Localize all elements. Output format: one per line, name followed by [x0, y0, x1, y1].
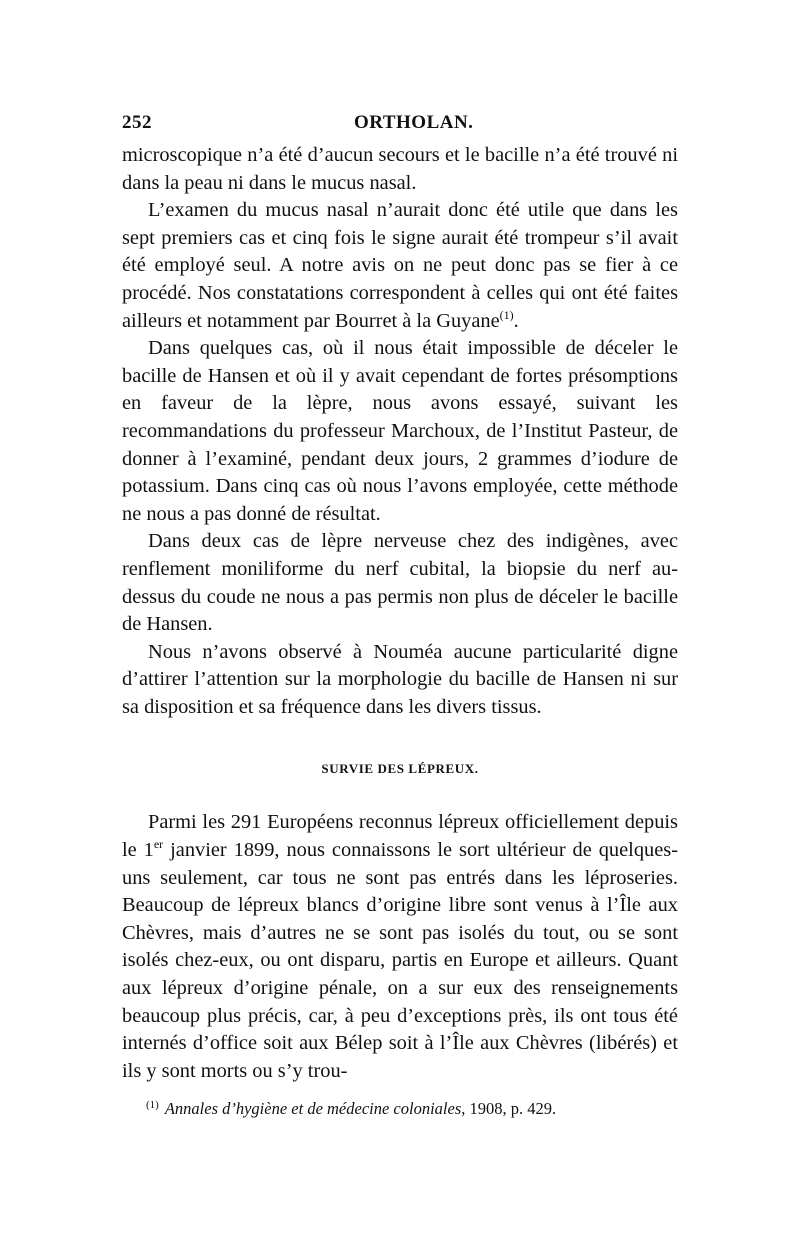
running-title: ORTHOLAN.	[354, 112, 474, 133]
section-heading: SURVIE DES LÉPREUX.	[321, 761, 479, 777]
footnote-title: Annales d’hygiène et de médecine coloniales	[164, 1099, 462, 1118]
footnote	[146, 1098, 666, 1120]
running-head	[122, 108, 678, 142]
paragraph-nasal-mucus	[122, 197, 678, 335]
paragraph-continuation	[122, 142, 678, 197]
paragraph-morphology	[122, 639, 678, 722]
paragraph-text: janvier 1899, nous connaissons le sort ultérieur de quelques-uns seulement, car tous ne sont pas entrés dans les léproseries. Beaucoup de lépreux blancs d’origine libre sont venus à l’Île aux Chèvres, mais d’autres ne se sont pas isolés du tout, ou se sont isolés chez-eux, ou ont disparu, partis en Europe et ailleurs. Quant aux lépreux d’origine pénale, on a sur eux des renseignements beaucoup plus précis, car, à peu d’exceptions près, ils ont tous été internés d’office soit aux Bélep soit à l’Île aux Chèvres (libérés) et ils y sont morts ou s’y trou-	[122, 839, 678, 1082]
paragraph-text: L’examen du mucus nasal n’aurait donc été utile que dans les sept premiers cas et cinq fois le signe aurait été trompeur s’il avait été employé seul. A notre avis on ne peut donc pas se fier à ce procédé. Nos constatations correspondent à celles qui ont été faites ailleurs et notamment par Bourret à la Guyane	[122, 199, 678, 332]
paragraph-text: microscopique n’a été d’aucun secours et le bacille n’a été trouvé ni dans la peau ni dans le mucus nasal.	[122, 144, 678, 194]
ordinal-superscript: er	[153, 837, 164, 852]
paragraph-text: Nous n’avons observé à Nouméa aucune particularité digne d’attirer l’attention sur la morphologie du bacille de Hansen ni sur sa disposition et sa fréquence dans les divers tissus.	[122, 640, 678, 718]
paragraph-nerve-biopsy	[122, 528, 678, 638]
footnote-reference: (1)	[499, 307, 514, 322]
paragraph-text: Dans deux cas de lèpre nerveuse chez des indigènes, avec renflement moniliforme du nerf cubital, la biopsie du nerf au-dessus du coude ne nous a pas permis non plus de déceler le bacille de Hansen.	[122, 530, 678, 636]
footnote-mark: (1)	[146, 1098, 159, 1111]
paragraph-iodide-test	[122, 335, 678, 528]
paragraph-text: Dans quelques cas, où il nous était impossible de déceler le bacille de Hansen et où il y avait cependant de fortes présomptions en faveur de la lèpre, nous avons essayé, suivant les recommandations du professeur Marchoux, de l’Institut Pasteur, de donner à l’examiné, pendant deux jours, 2 grammes d’iodure de potassium. Dans cinq cas où nous l’avons employée, cette méthode ne nous a pas donné de résultat.	[122, 337, 678, 525]
document-page	[122, 108, 678, 1085]
paragraph-survival	[122, 809, 678, 1085]
paragraph-punctuation: .	[513, 309, 519, 332]
page-number: 252	[122, 112, 152, 133]
body-text	[122, 142, 678, 1085]
footnote-citation: , 1908, p. 429.	[461, 1099, 557, 1118]
paragraph-text: Parmi les 291 Européens reconnus lépreux officiellement depuis le 1	[122, 811, 678, 862]
